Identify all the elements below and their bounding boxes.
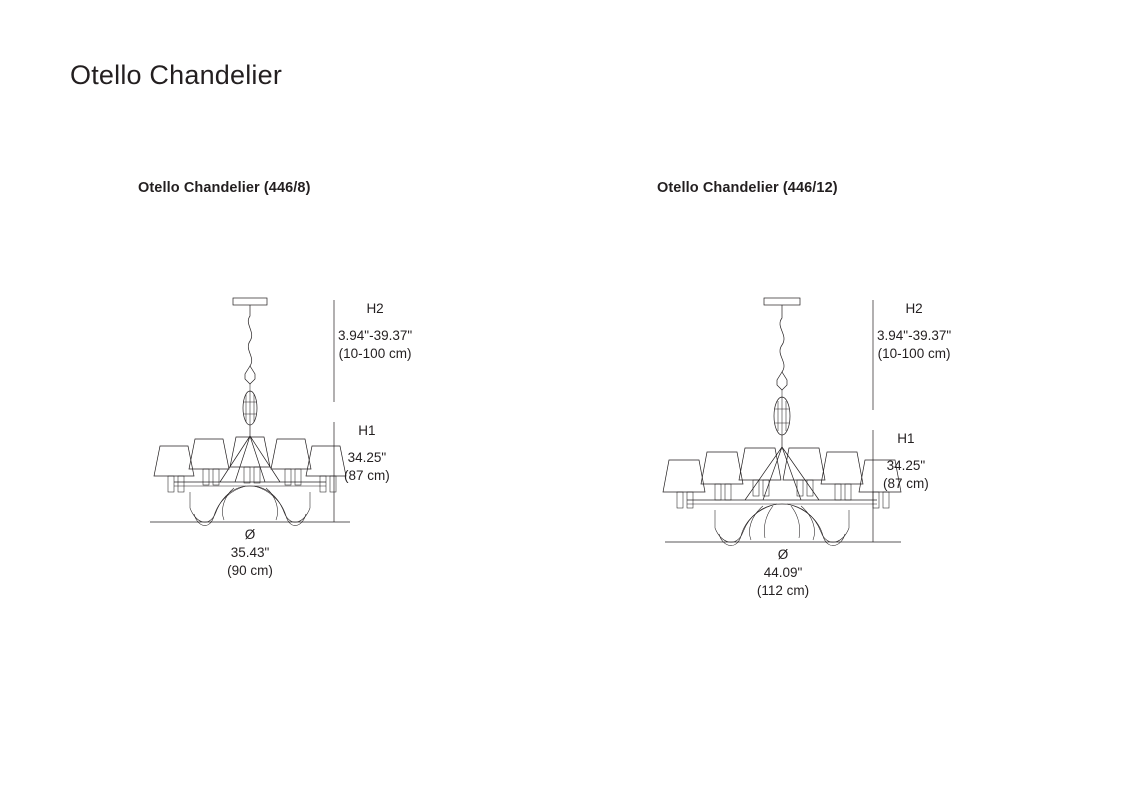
spec-h2-label: H2 [905, 301, 923, 316]
spec-h2 [877, 300, 951, 362]
diameter-symbol: Ø [244, 527, 256, 542]
diameter-cm: (112 cm) [756, 582, 810, 598]
spec-h2-cm: (10-100 cm) [338, 345, 412, 361]
dimension-guides [657, 224, 917, 574]
spec-h1-inches: 34.25" [347, 450, 387, 466]
variant-title: Otello Chandelier (446/8) [138, 180, 311, 196]
spec-h1-cm: (87 cm) [883, 475, 929, 491]
spec-diameter [200, 526, 300, 579]
spec-h1-inches: 34.25" [886, 458, 926, 474]
spec-h2-cm: (10-100 cm) [877, 345, 951, 361]
spec-h1-label: H1 [358, 423, 376, 438]
spec-h2-label: H2 [366, 301, 384, 316]
spec-diameter [733, 546, 833, 599]
variant-446-8 [138, 180, 413, 578]
spec-h1 [883, 430, 929, 492]
variant-title: Otello Chandelier (446/12) [657, 180, 838, 196]
spec-h1-cm: (87 cm) [344, 467, 390, 483]
spec-h2-inches: 3.94"-39.37" [338, 328, 413, 344]
dimension-guides [138, 224, 368, 554]
page-title: Otello Chandelier [70, 60, 283, 90]
diameter-inches: 35.43" [230, 545, 270, 561]
spec-h1-label: H1 [897, 431, 915, 446]
spec-h1 [344, 422, 390, 484]
diameter-inches: 44.09" [763, 565, 803, 581]
variant-446-12 [657, 180, 952, 598]
drawing-block [138, 224, 413, 578]
spec-h2-inches: 3.94"-39.37" [877, 328, 952, 344]
diameter-symbol: Ø [777, 547, 789, 562]
spec-h2 [338, 300, 412, 362]
drawing-block [657, 224, 952, 598]
diameter-cm: (90 cm) [227, 562, 273, 578]
